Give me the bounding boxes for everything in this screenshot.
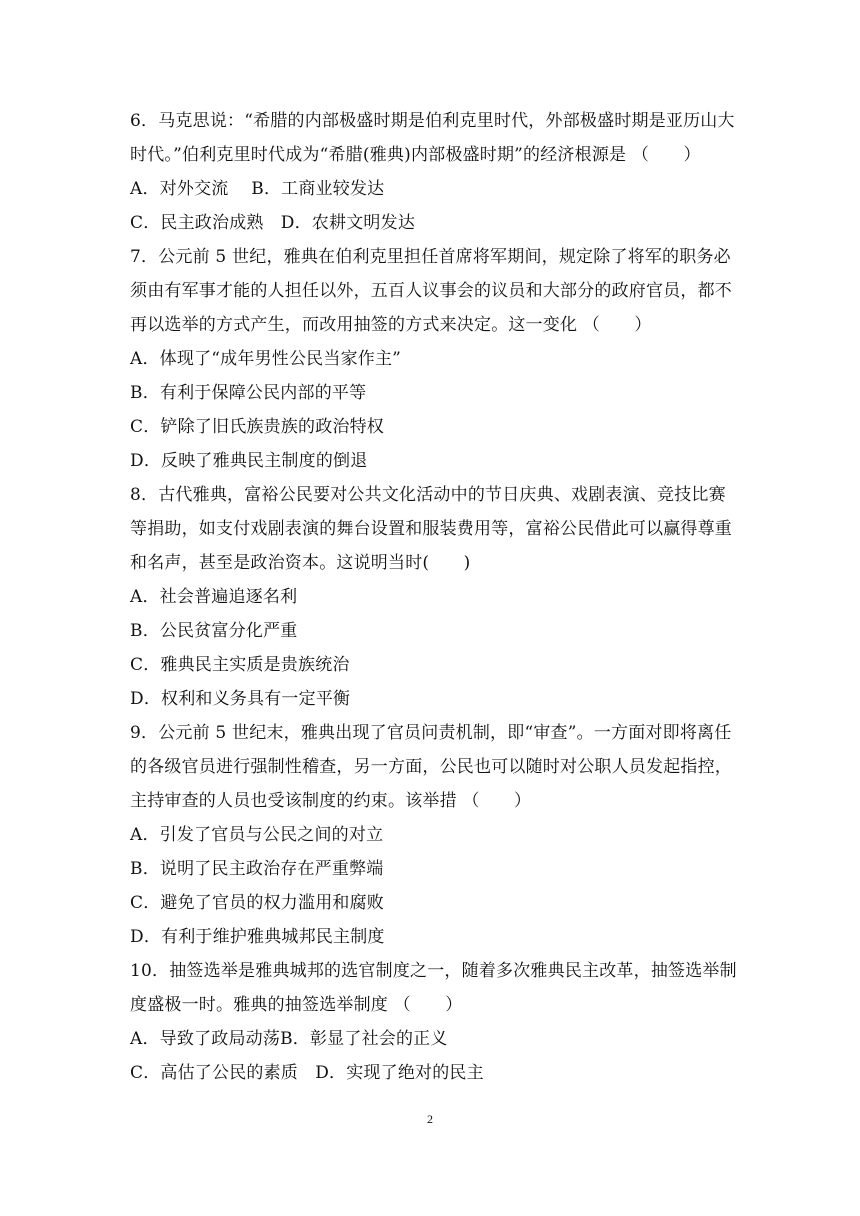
question-7 <box>130 240 734 478</box>
stem-line: 和名声，甚至是政治资本。这说明当时( ) <box>130 553 471 573</box>
stem-line: 7．公元前 5 世纪，雅典在伯利克里担任首席将军期间，规定除了将军的职务必 <box>130 247 731 267</box>
stem-line: 再以选举的方式产生，而改用抽签的方式来决定。这一变化 （ ） <box>130 315 652 335</box>
question-stem <box>130 240 734 342</box>
question-6 <box>130 104 734 240</box>
question-10 <box>130 954 737 1090</box>
stem-line: 8．古代雅典，富裕公民要对公共文化活动中的节日庆典、戏剧表演、竞技比赛 <box>130 485 726 505</box>
stem-line: 10．抽签选举是雅典城邦的选官制度之一，随着多次雅典民主改革，抽签选举制 <box>130 961 737 981</box>
option-line: A．对外交流 B．工商业较发达 <box>130 179 385 199</box>
question-9 <box>130 716 734 954</box>
page-number: 2 <box>427 1112 433 1126</box>
option-a: A．引发了官员与公民之间的对立 <box>130 825 384 845</box>
stem-line: 主持审查的人员也受该制度的约束。该举措 （ ） <box>130 791 532 811</box>
question-stem <box>130 716 734 818</box>
answer-options <box>130 818 734 954</box>
option-line: C．民主政治成熟 D．农耕文明发达 <box>130 213 416 233</box>
stem-line: 度盛极一时。雅典的抽签选举制度 （ ） <box>130 995 463 1015</box>
answer-options <box>130 1022 734 1090</box>
question-stem <box>130 104 734 172</box>
stem-line: 须由有军事才能的人担任以外，五百人议事会的议员和大部分的政府官员，都不 <box>130 281 732 301</box>
option-c: C．雅典民主实质是贵族统治 <box>130 655 350 675</box>
stem-line: 9．公元前 5 世纪末，雅典出现了官员问责机制，即“审查”。一方面对即将离任 <box>130 723 732 743</box>
option-line: A．导致了政局动荡B．彰显了社会的正义 <box>130 1029 448 1049</box>
stem-line: 时代。”伯利克里时代成为“希腊(雅典)内部极盛时期”的经济根源是 （ ） <box>130 145 701 165</box>
stem-line: 6．马克思说：“希腊的内部极盛时期是伯利克里时代，外部极盛时期是亚历山大 <box>130 111 735 131</box>
option-c: C．避免了官员的权力滥用和腐败 <box>130 893 385 913</box>
answer-options <box>130 580 734 716</box>
answer-options <box>130 172 734 240</box>
option-d: D．权利和义务具有一定平衡 <box>130 689 351 709</box>
stem-line: 的各级官员进行强制性稽查，另一方面，公民也可以随时对公职人员发起指控， <box>130 757 732 777</box>
option-b: B．说明了民主政治存在严重弊端 <box>130 859 384 879</box>
question-stem <box>130 954 737 1022</box>
answer-options <box>130 342 734 478</box>
question-stem <box>130 478 734 580</box>
option-a: A．体现了“成年男性公民当家作主” <box>130 349 402 369</box>
option-a: A．社会普遍追逐名利 <box>130 587 298 607</box>
question-8 <box>130 478 734 716</box>
option-c: C．铲除了旧氏族贵族的政治特权 <box>130 417 385 437</box>
option-b: B．有利于保障公民内部的平等 <box>130 383 367 403</box>
option-d: D．反映了雅典民主制度的倒退 <box>130 451 368 471</box>
stem-line: 等捐助，如支付戏剧表演的舞台设置和服装费用等，富裕公民借此可以赢得尊重 <box>130 519 732 539</box>
option-line: C．高估了公民的素质 D．实现了绝对的民主 <box>130 1063 484 1083</box>
option-b: B．公民贫富分化严重 <box>130 621 298 641</box>
question-list <box>130 104 737 1090</box>
option-d: D．有利于维护雅典城邦民主制度 <box>130 927 385 947</box>
